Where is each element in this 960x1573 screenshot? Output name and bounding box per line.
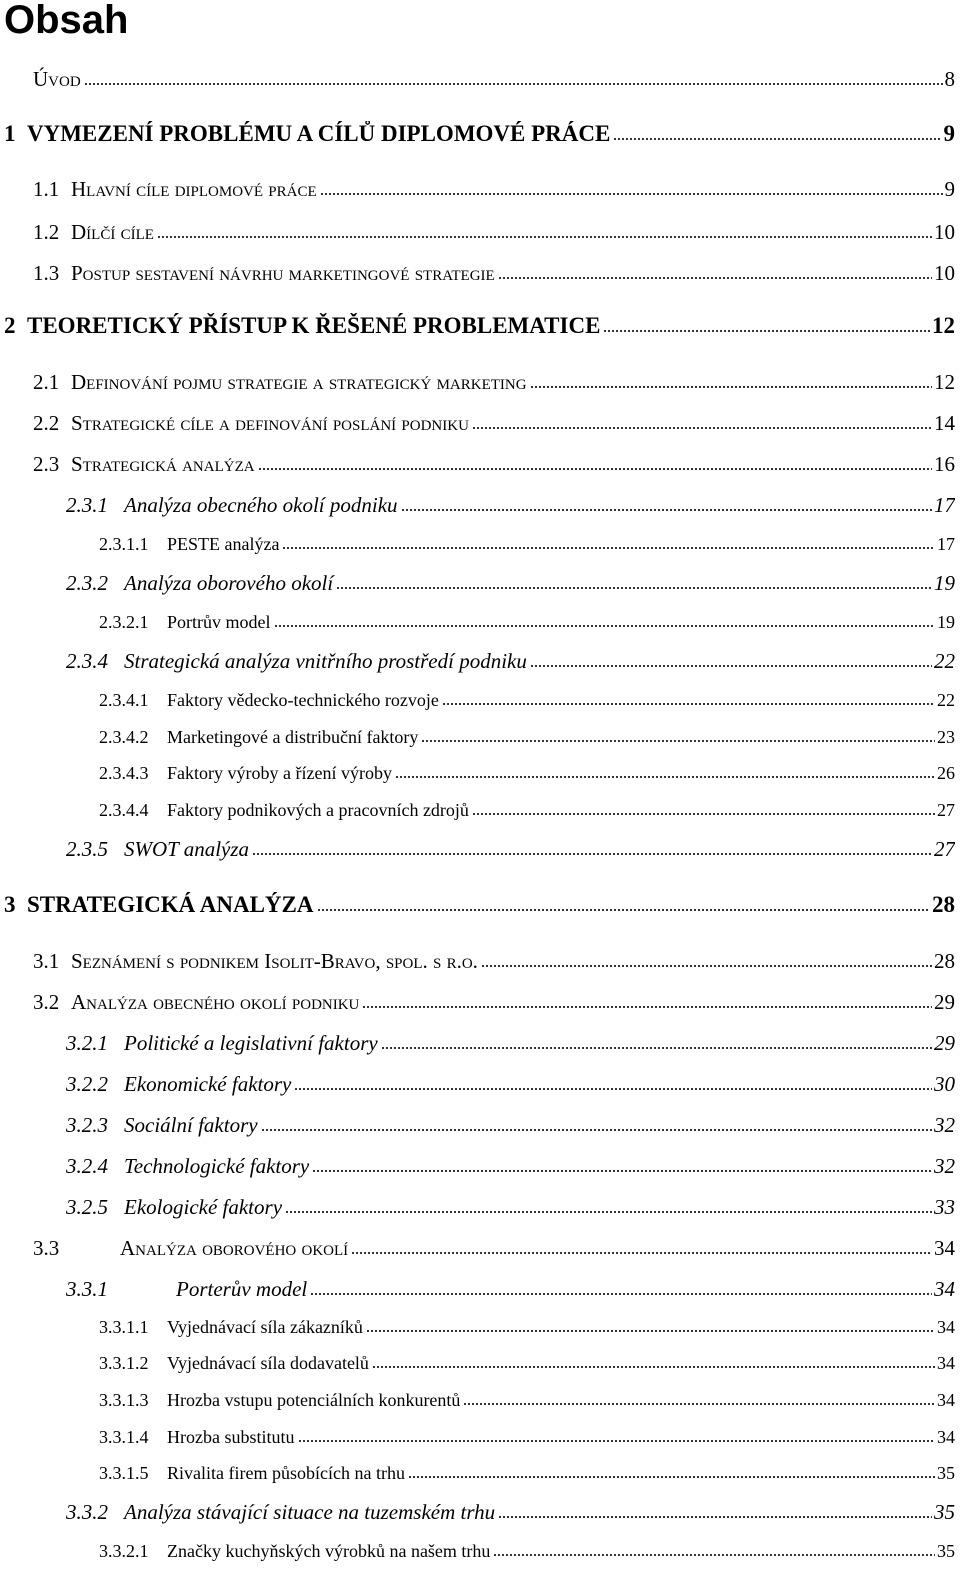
toc-entry-number: 3.2.3 <box>66 1113 108 1137</box>
toc-entry-title: Značky kuchyňských výrobků na našem trhu <box>167 1541 491 1561</box>
dot-leader <box>274 625 936 627</box>
dot-leader <box>381 1047 932 1049</box>
toc-entry-page: 12 <box>932 313 955 338</box>
dot-leader <box>372 1366 935 1368</box>
toc-entry-title: Hrozba vstupu potenciálních konkurentů <box>167 1390 461 1410</box>
toc-entry-number: 2.3.2.1 <box>99 612 149 632</box>
toc-entry-page: 27 <box>937 800 955 820</box>
toc-entry-title: Politické a legislativní faktory <box>124 1031 378 1055</box>
dot-leader <box>442 703 935 705</box>
toc-entry-3-2-2[interactable] <box>66 1072 955 1097</box>
toc-entry-3-3-1[interactable] <box>66 1277 955 1302</box>
toc-entry-page: 9 <box>944 177 955 201</box>
toc-entry-page: 17 <box>937 534 955 554</box>
toc-entry-2-1[interactable] <box>33 370 955 395</box>
toc-entry-number: 2.3.2 <box>66 571 108 595</box>
dot-leader <box>498 277 932 279</box>
toc-entry-title: Analýza oborového okolí <box>124 571 334 595</box>
dot-leader <box>395 776 935 778</box>
page-title: Obsah <box>4 0 129 42</box>
dot-leader <box>252 853 932 855</box>
toc-entry-3-3[interactable] <box>33 1236 955 1261</box>
toc-entry-page: 35 <box>937 1463 955 1483</box>
toc-entry-title: Portrův model <box>167 612 271 632</box>
toc-entry-3-2-5[interactable] <box>66 1195 955 1220</box>
dot-leader <box>472 427 932 429</box>
toc-entry-page: 26 <box>937 763 955 783</box>
toc-entry-3-2[interactable] <box>33 990 955 1015</box>
toc-entry-number: 1.1 <box>33 177 60 201</box>
toc-entry-page: 14 <box>934 411 955 435</box>
dot-leader <box>317 909 931 911</box>
toc-entry-title: Seznámení s podnikem Isolit-Bravo, spol. s r.o. <box>71 949 478 973</box>
dot-leader <box>530 665 932 667</box>
toc-entry-page: 30 <box>934 1072 955 1096</box>
toc-entry-title: Analýza oborového okolí <box>120 1236 349 1260</box>
toc-entry-number: 3.2.2 <box>66 1072 108 1096</box>
dot-leader <box>310 1293 932 1295</box>
toc-entry-number: 2.3.1.1 <box>99 534 149 554</box>
toc-entry-1-2[interactable] <box>33 220 955 245</box>
toc-entry-title: Ekonomické faktory <box>124 1072 292 1096</box>
toc-entry-title: Strategická analýza <box>71 452 255 476</box>
toc-entry-page: 32 <box>934 1154 955 1178</box>
toc-entry-number: 2.1 <box>33 370 60 394</box>
toc-entry-number: 3 <box>4 892 16 917</box>
toc-entry-title: Dílčí cíle <box>71 220 154 244</box>
toc-entry-title: Analýza stávající situace na tuzemském trhu <box>124 1500 496 1524</box>
toc-entry-title: Strategické cíle a definování poslání podniku <box>71 411 469 435</box>
toc-entry-2-3-4-3[interactable] <box>99 763 955 784</box>
toc-entry-2-3-2-1[interactable] <box>99 612 955 633</box>
toc-entry-title: Rivalita firem působících na trhu <box>167 1463 405 1483</box>
toc-entry-title: Technologické faktory <box>124 1154 310 1178</box>
toc-entry-title: Vyjednávací síla zákazníků <box>167 1317 363 1337</box>
toc-entry-2-3[interactable] <box>33 452 955 477</box>
dot-leader <box>298 1440 936 1442</box>
toc-entry-uvod[interactable] <box>33 67 955 92</box>
toc-entry-2-3-4-1[interactable] <box>99 690 955 711</box>
toc-entry-number: 2.3.4 <box>66 649 108 673</box>
toc-entry-title: Hlavní cíle diplomové práce <box>71 177 317 201</box>
toc-entry-number: 2.3.5 <box>66 837 108 861</box>
dot-leader <box>258 468 932 470</box>
toc-entry-page: 34 <box>937 1427 955 1447</box>
toc-entry-page: 34 <box>934 1236 955 1260</box>
dot-leader <box>463 1403 935 1405</box>
toc-entry-3-3-1-5[interactable] <box>99 1463 955 1484</box>
toc-entry-1-3[interactable] <box>33 261 955 286</box>
dot-leader <box>157 236 932 238</box>
toc-entry-2-3-4-4[interactable] <box>99 800 955 821</box>
toc-entry-number: 3.3.1.2 <box>99 1353 149 1373</box>
toc-entry-page: 10 <box>934 261 955 285</box>
toc-entry-2[interactable] <box>4 313 955 339</box>
toc-entry-page: 19 <box>937 612 955 632</box>
toc-entry-3-2-4[interactable] <box>66 1154 955 1179</box>
toc-entry-3-2-3[interactable] <box>66 1113 955 1138</box>
toc-entry-page: 8 <box>944 67 955 91</box>
dot-leader <box>84 83 943 85</box>
dot-leader <box>285 1211 932 1213</box>
dot-leader <box>530 386 932 388</box>
toc-entry-page: 19 <box>934 571 955 595</box>
toc-entry-title: Analýza obecného okolí podniku <box>124 493 398 517</box>
toc-entry-number: 3.3.2 <box>66 1500 108 1524</box>
toc-entry-page: 22 <box>937 690 955 710</box>
toc-entry-3-3-1-2[interactable] <box>99 1353 955 1374</box>
dot-leader <box>498 1516 932 1518</box>
dot-leader <box>613 138 941 140</box>
toc-entry-3-3-1-1[interactable] <box>99 1317 955 1338</box>
toc-entry-page: 22 <box>934 649 955 673</box>
toc-entry-title: STRATEGICKÁ ANALÝZA <box>27 892 314 917</box>
dot-leader <box>336 587 932 589</box>
toc-entry-title: Marketingové a distribuční faktory <box>167 727 419 747</box>
toc-entry-page: 29 <box>934 1031 955 1055</box>
toc-entry-page: 28 <box>932 892 955 917</box>
toc-entry-page: 35 <box>934 1500 955 1524</box>
toc-entry-number: 3.3.1.5 <box>99 1463 149 1483</box>
toc-entry-2-3-2[interactable] <box>66 571 955 596</box>
toc-entry-number: 3.3.1.3 <box>99 1390 149 1410</box>
toc-entry-2-3-5[interactable] <box>66 837 955 862</box>
dot-leader <box>320 193 943 195</box>
toc-entry-page: 35 <box>937 1541 955 1561</box>
toc-entry-number: 2.3.4.4 <box>99 800 149 820</box>
dot-leader <box>351 1252 932 1254</box>
toc-entry-title: Faktory výroby a řízení výroby <box>167 763 392 783</box>
dot-leader <box>481 965 932 967</box>
toc-entry-page: 27 <box>934 837 955 861</box>
toc-entry-1[interactable] <box>4 121 955 147</box>
toc-entry-number: 3.2 <box>33 990 60 1014</box>
dot-leader <box>493 1554 935 1556</box>
toc-entry-number: 2.3.4.3 <box>99 763 149 783</box>
toc-entry-number: 2.3 <box>33 452 60 476</box>
toc-entry-number: 3.2.1 <box>66 1031 108 1055</box>
dot-leader <box>261 1129 932 1131</box>
toc-entry-page: 23 <box>937 727 955 747</box>
toc-entry-3-3-2-1[interactable] <box>99 1541 955 1562</box>
toc-entry-number: 3.3.1.4 <box>99 1427 149 1447</box>
toc-entry-title: Faktory podnikových a pracovních zdrojů <box>167 800 469 820</box>
toc-entry-page: 17 <box>934 493 955 517</box>
toc-entry-page: 34 <box>934 1277 955 1301</box>
dot-leader <box>312 1170 932 1172</box>
dot-leader <box>362 1006 932 1008</box>
toc-entry-2-3-4[interactable] <box>66 649 955 674</box>
toc-entry-title: VYMEZENÍ PROBLÉMU A CÍLŮ DIPLOMOVÉ PRÁCE <box>27 121 611 146</box>
toc-entry-page: 32 <box>934 1113 955 1137</box>
toc-entry-page: 10 <box>934 220 955 244</box>
toc-entry-2-3-1-1[interactable] <box>99 534 955 555</box>
toc-entry-page: 16 <box>934 452 955 476</box>
toc-entry-number: 2 <box>4 313 16 338</box>
toc-entry-title: Vyjednávací síla dodavatelů <box>167 1353 369 1373</box>
toc-entry-number: 2.2 <box>33 411 60 435</box>
toc-entry-number: 2.3.1 <box>66 493 108 517</box>
dot-leader <box>366 1330 935 1332</box>
toc-entry-page: 29 <box>934 990 955 1014</box>
toc-entry-page: 28 <box>934 949 955 973</box>
toc-entry-title: Definování pojmu strategie a strategický marketing <box>71 370 527 394</box>
toc-entry-title: SWOT analýza <box>124 837 250 861</box>
toc-entry-3-3-1-4[interactable] <box>99 1427 955 1448</box>
toc-entry-page: 33 <box>934 1195 955 1219</box>
dot-leader <box>294 1088 932 1090</box>
toc-entry-2-3-4-2[interactable] <box>99 727 955 748</box>
toc-entry-number: 3.2.4 <box>66 1154 108 1178</box>
toc-entry-number: 2.3.4.2 <box>99 727 149 747</box>
dot-leader <box>282 547 935 549</box>
toc-entry-3-1[interactable] <box>33 949 955 974</box>
toc-entry-1-1[interactable] <box>33 177 955 202</box>
toc-entry-title: TEORETICKÝ PŘÍSTUP K ŘEŠENÉ PROBLEMATICE <box>27 313 601 338</box>
toc-entry-number: 3.3 <box>33 1236 60 1260</box>
toc-entry-3-3-1-3[interactable] <box>99 1390 955 1411</box>
dot-leader <box>421 740 935 742</box>
toc-entry-number: 1.3 <box>33 261 60 285</box>
toc-entry-page: 34 <box>937 1317 955 1337</box>
toc-entry-title: Sociální faktory <box>124 1113 258 1137</box>
toc-entry-number: 3.1 <box>33 949 60 973</box>
toc-entry-number: 3.3.1.1 <box>99 1317 149 1337</box>
toc-entry-number: 3.3.1 <box>66 1277 108 1301</box>
toc-entry-title: PESTE analýza <box>167 534 280 554</box>
toc-entry-2-3-1[interactable] <box>66 493 955 518</box>
toc-entry-title: Faktory vědecko-technického rozvoje <box>167 690 439 710</box>
dot-leader <box>603 330 930 332</box>
toc-entry-title: Strategická analýza vnitřního prostředí podniku <box>124 649 527 673</box>
toc-entry-title: Analýza obecného okolí podniku <box>71 990 360 1014</box>
toc-entry-title: Úvod <box>33 67 81 91</box>
toc-entry-title: Hrozba substitutu <box>167 1427 295 1447</box>
dot-leader <box>408 1476 935 1478</box>
toc-entry-title: Ekologické faktory <box>124 1195 283 1219</box>
toc-entry-number: 3.2.5 <box>66 1195 108 1219</box>
dot-leader <box>472 813 935 815</box>
toc-entry-title: Postup sestavení návrhu marketingové strategie <box>71 261 495 285</box>
toc-entry-page: 9 <box>943 121 955 146</box>
toc-entry-2-2[interactable] <box>33 411 955 436</box>
toc-entry-number: 1 <box>4 121 16 146</box>
toc-entry-page: 34 <box>937 1353 955 1373</box>
toc-entry-3-3-2[interactable] <box>66 1500 955 1525</box>
toc-entry-number: 3.3.2.1 <box>99 1541 149 1561</box>
toc-entry-title: Porterův model <box>176 1277 308 1301</box>
toc-entry-page: 34 <box>937 1390 955 1410</box>
toc-entry-3[interactable] <box>4 892 955 918</box>
dot-leader <box>401 509 932 511</box>
toc-entry-page: 12 <box>934 370 955 394</box>
toc-entry-number: 1.2 <box>33 220 60 244</box>
toc-entry-number: 2.3.4.1 <box>99 690 149 710</box>
toc-entry-3-2-1[interactable] <box>66 1031 955 1056</box>
